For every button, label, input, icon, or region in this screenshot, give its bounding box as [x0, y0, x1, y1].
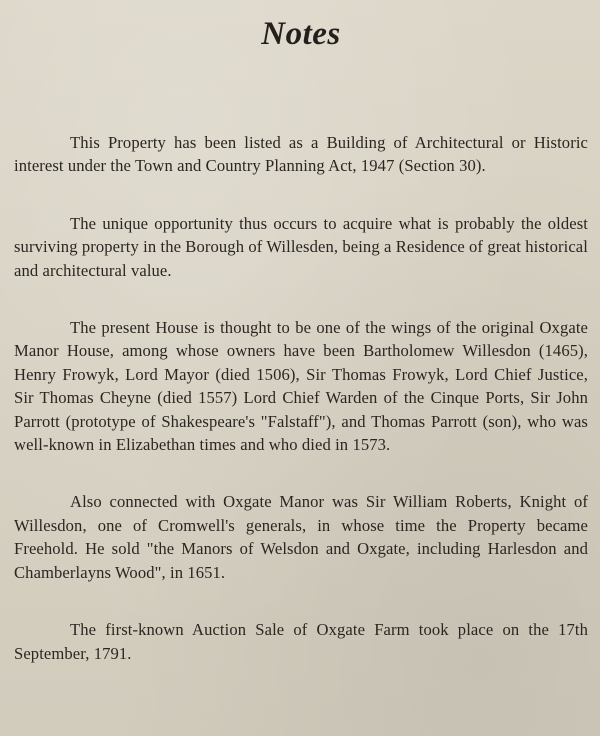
- paragraph-listed-building: [14, 131, 588, 178]
- page-title: Notes: [261, 16, 341, 52]
- paragraph-manor-history: [14, 316, 588, 456]
- paragraph-auction-sale: [14, 618, 588, 665]
- paragraph-text: The present House is thought to be one of the wings of the original Oxgate Manor House, among whose owners have been Bartholomew Willesdon (1465), Henry Frowyk, Lord Mayor (died 1506), Sir Thomas Frowyk, Lord Chief Justice, Sir Thomas Cheyne (died 1557) Lord Chief Warden of the Cinque Ports, Sir John Parrott (prototype of Shakespeare's "Falstaff"), and Thomas Parrott (son), who was well-known in Elizabethan times and who died in 1573.: [14, 318, 588, 455]
- paragraph-text: This Property has been listed as a Building of Architectural or Historic interest under the Town and Country Planning Act, 1947 (Section 30).: [14, 133, 588, 176]
- paragraph-oxgate-manor: [14, 490, 588, 584]
- paragraph-text: Also connected with Oxgate Manor was Sir William Roberts, Knight of Willesdon, one of Cromwell's generals, in whose time the Property became Freehold. He sold "the Manors of Welsdon and Oxgate, including Harlesdon and Chamberlayns Wood", in 1651.: [14, 492, 588, 582]
- paragraph-text: The first-known Auction Sale of Oxgate Farm took place on the 17th September, 1791.: [14, 620, 588, 663]
- paragraph-unique-opportunity: [14, 212, 588, 282]
- paragraph-text: The unique opportunity thus occurs to acquire what is probably the oldest surviving property in the Borough of Willesden, being a Residence of great historical and architectural value.: [14, 213, 588, 280]
